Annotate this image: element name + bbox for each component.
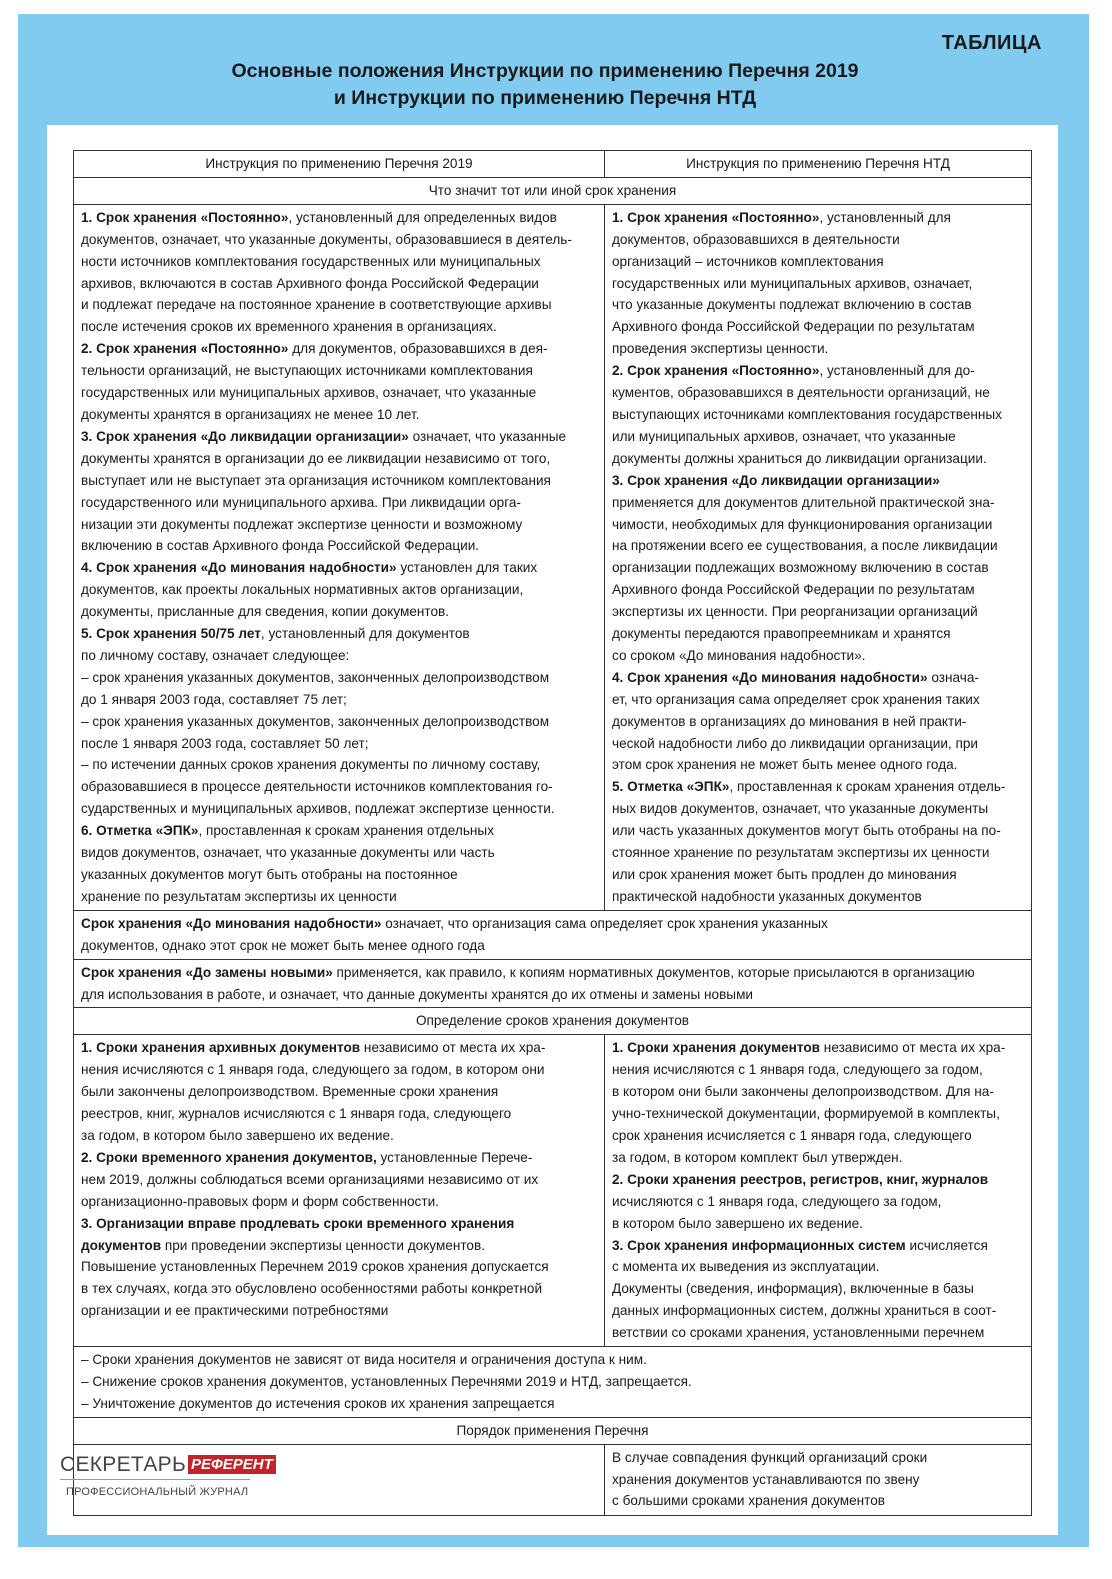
cell-ntd-meaning	[605, 204, 1032, 910]
table-row	[74, 1347, 1032, 1418]
logo-subtitle: ПРОФЕССИОНАЛЬНЫЙ ЖУРНАЛ	[66, 1486, 249, 1498]
text-line: стоянное хранение по результатам экспертизы их ценности	[612, 845, 990, 861]
text-line: нения исчисляются с 1 января года, следующего за годом, в котором они	[81, 1062, 545, 1078]
column-header-ntd: Инструкция по применению Перечня НТД	[605, 151, 1032, 178]
title-line-2: и Инструкции по применению Перечня НТД	[333, 87, 757, 109]
section-row	[74, 177, 1032, 204]
text-line: чимости, необходимых для функционирования организации	[612, 516, 993, 532]
header-row	[74, 151, 1032, 178]
text-line: что указанные документы подлежат включению в состав	[612, 297, 972, 313]
table-row	[74, 910, 1032, 959]
text-line: в котором они были закончены делопроизводством. Для на-	[612, 1084, 994, 1100]
text-line: 2. Срок хранения «Постоянно» для документов, образовавшихся в дея-	[81, 341, 548, 357]
text-line: за годом, в котором было завершено их ведение.	[81, 1127, 394, 1143]
text-line: документов при проведении экспертизы ценности документов.	[81, 1237, 485, 1253]
text-line: Документы (сведения, информация), включенные в базы	[612, 1281, 974, 1297]
text-line: нения исчисляются с 1 января года, следующего за годом,	[612, 1062, 983, 1078]
bold-term: 2. Сроки временного хранения документов,	[81, 1149, 377, 1165]
text-line: 2. Срок хранения «Постоянно», установленный для до-	[612, 363, 975, 379]
text-line: в котором было завершено их ведение.	[612, 1215, 863, 1231]
text-line: проведения экспертизы ценности.	[612, 341, 829, 357]
table-row	[74, 1035, 1032, 1347]
cell-until-no-longer-needed	[74, 910, 1032, 959]
text-line: экспертизы их ценности. При реорганизации организаций	[612, 604, 978, 620]
text-line: учно-технической документации, формируемой в комплекты,	[612, 1106, 1000, 1122]
text-line: 4. Срок хранения «До минования надобности» означа-	[612, 669, 979, 685]
column-header-2019: Инструкция по применению Перечня 2019	[74, 151, 605, 178]
text-line: кументов, образовавшихся в деятельности организаций, не	[612, 385, 990, 401]
text-line: ветствии со сроками хранения, установленными перечнем	[612, 1325, 985, 1341]
bold-term: 4. Срок хранения «До минования надобности»	[81, 560, 397, 576]
text-line: низации эти документы подлежат экспертизе ценности и возможному	[81, 516, 523, 532]
text-line: хранения документов устанавливаются по звену	[612, 1471, 920, 1487]
bold-term: 2. Срок хранения «Постоянно»	[612, 363, 820, 379]
text-line: выступает или не выступает эта организация источником комплектования	[81, 472, 551, 488]
text-line: – Уничтожение документов до истечения сроков их хранения запрещается	[81, 1395, 555, 1411]
text-line: документы хранятся в организациях не менее 10 лет.	[81, 406, 420, 422]
bold-term: 6. Отметка «ЭПК»	[81, 823, 199, 839]
text-line: 4. Срок хранения «До минования надобности» установлен для таких	[81, 560, 538, 576]
text-line: Повышение установленных Перечнем 2019 сроков хранения допускается	[81, 1259, 549, 1275]
text-line: организации подлежащих возможному включению в состав	[612, 560, 989, 576]
text-line: Архивного фонда Российской Федерации по результатам	[612, 319, 975, 335]
text-line: ности источников комплектования государственных или муниципальных	[81, 253, 541, 269]
text-line: – Сроки хранения документов не зависят от вида носителя и ограничения доступа к ним.	[81, 1352, 647, 1368]
text-line: – срок хранения указанных документов, законченных делопроизводством	[81, 669, 550, 685]
text-line: ных видов документов, означает, что указанные документы	[612, 801, 989, 817]
text-line: были закончены делопроизводством. Временные сроки хранения	[81, 1084, 499, 1100]
text-line: организационно-правовых форм и форм собственности.	[81, 1193, 439, 1209]
table-tag: ТАБЛИЦА	[941, 32, 1042, 54]
text-line: срок хранения исчисляется с 1 января года, следующего	[612, 1127, 972, 1143]
section-heading-meaning: Что значит тот или иной срок хранения	[74, 177, 1032, 204]
text-line: или муниципальных архивов, означает, что указанные	[612, 428, 956, 444]
table-row	[74, 959, 1032, 1008]
bold-term: Срок хранения «До минования надобности»	[81, 915, 382, 931]
text-line: ет, что организация сама определяет срок хранения таких	[612, 691, 980, 707]
text-line	[81, 1213, 598, 1235]
text-line: Срок хранения «До минования надобности» означает, что организация сама определяет срок хранения указанных	[81, 915, 828, 931]
text-line: документов, как проекты локальных нормативных актов организации,	[81, 582, 524, 598]
text-line: или часть указанных документов могут быть отобраны на по-	[612, 823, 1001, 839]
logo-divider	[60, 1479, 250, 1480]
text-line: – Снижение сроков хранения документов, установленных Перечнями 2019 и НТД, запрещается.	[81, 1373, 692, 1389]
text-line: государственных или муниципальных архивов, означает,	[612, 275, 973, 291]
text-line: архивов, включаются в состав Архивного фонда Российской Федерации	[81, 275, 539, 291]
cell-ntd-procedure	[605, 1444, 1032, 1515]
text-line: выступающих источниками комплектования государственных	[612, 406, 1002, 422]
text-line: в тех случаях, когда это обусловлено особенностями работы конкретной	[81, 1281, 543, 1297]
text-line	[612, 470, 1025, 492]
text-line: образовавшиеся в процессе деятельности источников комплектования го-	[81, 779, 553, 795]
text-line: – по истечении данных сроков хранения документы по личному составу,	[81, 757, 541, 773]
text-line: до 1 января 2003 года, составляет 75 лет;	[81, 691, 347, 707]
text-line: – срок хранения указанных документов, законченных делопроизводством	[81, 713, 550, 729]
section-row	[74, 1008, 1032, 1035]
cell-2019-definition	[74, 1035, 605, 1347]
text-line: 1. Сроки хранения архивных документов независимо от места их хра-	[81, 1040, 546, 1056]
text-line: после истечения сроков их временного хранения в организациях.	[81, 319, 497, 335]
section-heading-definition: Определение сроков хранения документов	[74, 1008, 1032, 1035]
text-line: для использования в работе, и означает, что данные документы хранятся до их отмены и замены новыми	[81, 986, 754, 1002]
cell-until-replaced	[74, 959, 1032, 1008]
text-line: документов в организациях до минования в ней практи-	[612, 713, 967, 729]
text-line: с большими сроками хранения документов	[612, 1493, 886, 1509]
text-line: 6. Отметка «ЭПК», проставленная к срокам хранения отдельных	[81, 823, 494, 839]
text-line: документы должны храниться до ликвидации организации.	[612, 450, 987, 466]
cell-common-rules	[74, 1347, 1032, 1418]
text-line: нем 2019, должны соблюдаться всеми организациями независимо от их	[81, 1171, 539, 1187]
content-sheet	[47, 125, 1058, 1535]
text-line: за годом, в котором комплект был утвержден.	[612, 1149, 903, 1165]
text-line: указанных документов могут быть отобраны на постоянное	[81, 867, 458, 882]
logo-word-referent: РЕФЕРЕНТ	[188, 1455, 276, 1474]
text-line: Срок хранения «До замены новыми» применяется, как правило, к копиям нормативных документов, которые присылаются в организацию	[81, 964, 975, 980]
text-line: 1. Сроки хранения документов независимо от места их хра-	[612, 1040, 1006, 1056]
bold-term: 2. Срок хранения «Постоянно»	[81, 341, 289, 357]
bold-term: 5. Срок хранения 50/75 лет	[81, 626, 261, 642]
bold-term: Срок хранения «До замены новыми»	[81, 964, 333, 980]
text-line: включению в состав Архивного фонда Российской Федерации.	[81, 538, 480, 554]
text-line: данных информационных систем, должны храниться в соот-	[612, 1303, 997, 1319]
comparison-table	[73, 150, 1032, 1516]
text-line: тельности организаций, не выступающих источниками комплектования	[81, 363, 533, 379]
text-line: документы хранятся в организации до ее ликвидации независимо от того,	[81, 450, 551, 466]
text-line: государственных или муниципальных архивов, означает, что указанные	[81, 385, 537, 401]
cell-2019-meaning	[74, 204, 605, 910]
bold-term: 5. Отметка «ЭПК»	[612, 779, 730, 795]
section-heading-procedure: Порядок применения Перечня	[74, 1417, 1032, 1444]
text-line: видов документов, означает, что указанные документы или часть	[81, 845, 495, 861]
text-line: хранение по результатам экспертизы их ценности	[81, 888, 397, 904]
bold-term: 1. Сроки хранения архивных документов	[81, 1040, 361, 1056]
text-line: на протяжении всего ее существования, а после ликвидации	[612, 538, 998, 554]
bold-term: 1. Сроки хранения документов	[612, 1040, 821, 1056]
text-line: документов, означает, что указанные документы, образовавшиеся в деятель-	[81, 231, 572, 247]
publisher-logo	[60, 1453, 280, 1498]
cell-ntd-definition	[605, 1035, 1032, 1347]
title-line-1: Основные положения Инструкции по применению Перечня 2019	[231, 60, 859, 82]
text-line: реестров, книг, журналов исчисляются с 1 января года, следующего	[81, 1106, 512, 1122]
text-line: организаций – источников комплектования	[612, 253, 884, 269]
text-line: сударственных и муниципальных архивов, подлежат экспертизе ценности.	[81, 801, 555, 817]
bold-term: 3. Срок хранения информационных систем	[612, 1237, 906, 1253]
text-line: с момента их выведения из эксплуатации.	[612, 1259, 880, 1275]
bold-term: документов	[81, 1237, 162, 1253]
text-line: документов, образовавшихся в деятельности	[612, 231, 900, 247]
text-line: практической надобности указанных документов	[612, 888, 922, 904]
text-line: со сроком «До минования надобности».	[612, 647, 866, 663]
text-line	[612, 1169, 1025, 1191]
bold-term: 4. Срок хранения «До минования надобности»	[612, 669, 928, 685]
text-line: 1. Срок хранения «Постоянно», установленный для определенных видов	[81, 209, 557, 225]
bold-term: 2. Сроки хранения реестров, регистров, книг, журналов	[612, 1171, 989, 1187]
bold-term: 3. Организации вправе продлевать сроки временного хранения	[81, 1215, 515, 1231]
text-line: применяется для документов длительной практической зна-	[612, 494, 995, 510]
text-line: Архивного фонда Российской Федерации по результатам	[612, 582, 975, 598]
text-line: 1. Срок хранения «Постоянно», установленный для	[612, 209, 951, 225]
table-row	[74, 204, 1032, 910]
bold-term: 1. Срок хранения «Постоянно»	[81, 209, 289, 225]
text-line: ческой надобности либо до ликвидации организации, при	[612, 735, 978, 751]
text-line: 3. Срок хранения «До ликвидации организации» означает, что указанные	[81, 428, 567, 444]
text-line: 2. Сроки временного хранения документов, установленные Перече-	[81, 1149, 533, 1165]
text-line: документы передаются правопреемникам и хранятся	[612, 626, 951, 642]
text-line: по личному составу, означает следующее:	[81, 647, 350, 663]
text-line: государственного или муниципального архива. При ликвидации орга-	[81, 494, 521, 510]
bold-term: 3. Срок хранения «До ликвидации организации»	[612, 472, 940, 488]
page-title	[120, 58, 970, 112]
text-line: В случае совпадения функций организаций сроки	[612, 1449, 928, 1465]
text-line: организации и ее практическими потребностями	[81, 1303, 389, 1319]
logo-word-secretary: СЕКРЕТАРЬ	[60, 1453, 187, 1476]
section-row	[74, 1417, 1032, 1444]
text-line: 3. Срок хранения информационных систем исчисляется	[612, 1237, 988, 1253]
text-line: документы, присланные для сведения, копии документов.	[81, 604, 450, 620]
text-line: 5. Срок хранения 50/75 лет, установленный для документов	[81, 626, 470, 642]
bold-term: 3. Срок хранения «До ликвидации организации»	[81, 428, 409, 444]
bold-term: 1. Срок хранения «Постоянно»	[612, 209, 820, 225]
text-line: или срок хранения может быть продлен до минования	[612, 867, 957, 882]
text-line: после 1 января 2003 года, составляет 50 лет;	[81, 735, 369, 751]
text-line: документов, однако этот срок не может быть менее одного года	[81, 937, 485, 953]
text-line: исчисляются с 1 января года, следующего за годом,	[612, 1193, 942, 1209]
text-line: этом срок хранения не может быть менее одного года.	[612, 757, 958, 773]
text-line: и подлежат передаче на постоянное хранение в соответствующие архивы	[81, 297, 552, 313]
text-line: 5. Отметка «ЭПК», проставленная к срокам хранения отдель-	[612, 779, 1006, 795]
